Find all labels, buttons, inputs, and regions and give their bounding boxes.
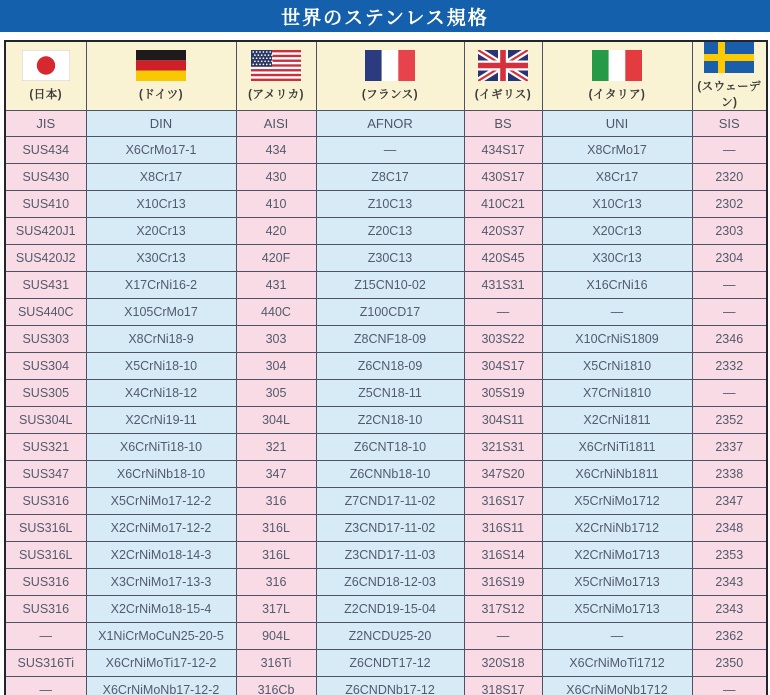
table-cell: Z6CNDNb17-12 [316, 677, 464, 695]
table-cell: 2320 [692, 164, 767, 191]
table-cell: X6CrNiNb1811 [542, 461, 692, 488]
table-cell: X2CrNi19-11 [86, 407, 236, 434]
table-cell: SUS420J1 [5, 218, 86, 245]
table-cell: SUS304L [5, 407, 86, 434]
flagbox [693, 42, 767, 110]
table-cell: 440C [236, 299, 316, 326]
table-cell: 2337 [692, 434, 767, 461]
table-cell: Z6CN18-09 [316, 353, 464, 380]
table-cell: SUS316 [5, 596, 86, 623]
table-cell: 303 [236, 326, 316, 353]
standards-header-row [5, 111, 767, 137]
table-cell: X2CrNiMo18-14-3 [86, 542, 236, 569]
table-row [5, 326, 767, 353]
table-cell: X5CrNiMo1713 [542, 596, 692, 623]
table-row [5, 353, 767, 380]
table-cell: Z8C17 [316, 164, 464, 191]
table-cell: 434S17 [464, 137, 542, 164]
standards-table [4, 40, 768, 695]
table-cell: X7CrNi1810 [542, 380, 692, 407]
table-cell: 305S19 [464, 380, 542, 407]
table-cell: X3CrNiMo17-13-3 [86, 569, 236, 596]
table-cell: X6CrNiMoNb1712 [542, 677, 692, 695]
table-cell: SUS316L [5, 542, 86, 569]
table-cell: SUS434 [5, 137, 86, 164]
table-cell: Z10C13 [316, 191, 464, 218]
table-cell: Z8CNF18-09 [316, 326, 464, 353]
table-cell: Z6CNDT17-12 [316, 650, 464, 677]
table-cell: SUS430 [5, 164, 86, 191]
table-cell: 431 [236, 272, 316, 299]
table-cell: SUS305 [5, 380, 86, 407]
flagbox [317, 50, 464, 102]
table-row [5, 677, 767, 695]
table-cell: SUS304 [5, 353, 86, 380]
table-cell: SUS316L [5, 515, 86, 542]
table-cell: X2CrNiMo17-12-2 [86, 515, 236, 542]
table-cell: X2CrNi1811 [542, 407, 692, 434]
table-cell: SUS420J2 [5, 245, 86, 272]
table-cell: X8CrNi18-9 [86, 326, 236, 353]
table-cell: 2304 [692, 245, 767, 272]
table-cell: 316 [236, 488, 316, 515]
table-cell: X6CrNiNb18-10 [86, 461, 236, 488]
table-cell: X10CrNiS1809 [542, 326, 692, 353]
standard-header-bs: BS [464, 111, 542, 137]
table-cell: — [464, 299, 542, 326]
table-cell: 2343 [692, 569, 767, 596]
table-cell: 904L [236, 623, 316, 650]
table-cell: — [316, 137, 464, 164]
table-cell: 2347 [692, 488, 767, 515]
country-header-japan [5, 41, 86, 111]
flag-uk-icon [478, 50, 528, 81]
table-cell: 430 [236, 164, 316, 191]
table-cell: 316Cb [236, 677, 316, 695]
table-cell: 317L [236, 596, 316, 623]
table-cell: 316S17 [464, 488, 542, 515]
table-cell: X6CrNiMoTi17-12-2 [86, 650, 236, 677]
table-row [5, 299, 767, 326]
table-cell: 316S11 [464, 515, 542, 542]
flagbox [6, 50, 86, 102]
table-cell: 304S11 [464, 407, 542, 434]
table-cell: 303S22 [464, 326, 542, 353]
table-cell: 2303 [692, 218, 767, 245]
table-cell: X8Cr17 [542, 164, 692, 191]
table-cell: SUS431 [5, 272, 86, 299]
flag-usa-icon [251, 50, 301, 81]
table-row [5, 272, 767, 299]
flagbox [237, 50, 316, 102]
flag-japan-icon [22, 50, 70, 81]
table-row [5, 218, 767, 245]
table-cell: 420F [236, 245, 316, 272]
table-cell: — [692, 272, 767, 299]
table-cell: X2CrNiMo18-15-4 [86, 596, 236, 623]
table-row [5, 623, 767, 650]
table-cell: Z7CND17-11-02 [316, 488, 464, 515]
table-cell: 420 [236, 218, 316, 245]
table-cell: Z20C13 [316, 218, 464, 245]
table-cell: X6CrNiMoNb17-12-2 [86, 677, 236, 695]
table-row [5, 488, 767, 515]
table-cell: X30Cr13 [86, 245, 236, 272]
table-cell: 434 [236, 137, 316, 164]
table-cell: 2352 [692, 407, 767, 434]
table-row [5, 569, 767, 596]
table-cell: X10Cr13 [86, 191, 236, 218]
table-row [5, 596, 767, 623]
table-cell: 347S20 [464, 461, 542, 488]
table-cell: 410 [236, 191, 316, 218]
country-header-uk [464, 41, 542, 111]
flag-sweden-icon [704, 42, 754, 73]
standard-header-din: DIN [86, 111, 236, 137]
table-cell: 317S12 [464, 596, 542, 623]
country-label: (ドイツ) [138, 89, 184, 101]
table-cell: SUS410 [5, 191, 86, 218]
table-row [5, 164, 767, 191]
flag-italy-icon [592, 50, 642, 81]
table-cell: Z2CN18-10 [316, 407, 464, 434]
page-title [0, 0, 770, 32]
page-title-text: 世界のステンレス規格 [281, 7, 489, 29]
flagbox [87, 50, 236, 102]
table-cell: X10Cr13 [542, 191, 692, 218]
table-cell: — [542, 299, 692, 326]
table-cell: 304 [236, 353, 316, 380]
table-cell: Z100CD17 [316, 299, 464, 326]
table-cell: X20Cr13 [542, 218, 692, 245]
table-cell: — [542, 623, 692, 650]
standard-header-jis: JIS [5, 111, 86, 137]
table-cell: SUS316 [5, 569, 86, 596]
table-cell: SUS303 [5, 326, 86, 353]
table-cell: 2346 [692, 326, 767, 353]
table-cell: Z2CND19-15-04 [316, 596, 464, 623]
table-row [5, 191, 767, 218]
table-cell: X6CrNiMoTi1712 [542, 650, 692, 677]
table-cell: 410C21 [464, 191, 542, 218]
country-label: (フランス) [361, 89, 419, 101]
table-cell: X2CrNiNb1712 [542, 515, 692, 542]
table-row [5, 515, 767, 542]
table-cell: 318S17 [464, 677, 542, 695]
table-cell: X6CrNiTi1811 [542, 434, 692, 461]
table-cell: 420S37 [464, 218, 542, 245]
table-cell: 316 [236, 569, 316, 596]
table-cell: 305 [236, 380, 316, 407]
flag-france-icon [365, 50, 415, 81]
table-cell: Z6CNNb18-10 [316, 461, 464, 488]
table-cell: X30Cr13 [542, 245, 692, 272]
table-cell: X8CrMo17 [542, 137, 692, 164]
table-cell: X5CrNiMo17-12-2 [86, 488, 236, 515]
country-header-usa [236, 41, 316, 111]
table-cell: X5CrNiMo1713 [542, 569, 692, 596]
table-cell: 347 [236, 461, 316, 488]
table-cell: — [5, 677, 86, 695]
country-header-sweden [692, 41, 767, 111]
table-cell: 321 [236, 434, 316, 461]
table-cell: Z3CND17-11-03 [316, 542, 464, 569]
table-cell: SUS316Ti [5, 650, 86, 677]
table-row [5, 650, 767, 677]
country-label: (日本) [29, 89, 63, 101]
flagbox [465, 50, 542, 102]
standard-header-aisi: AISI [236, 111, 316, 137]
table-row [5, 461, 767, 488]
table-cell: X4CrNi18-12 [86, 380, 236, 407]
table-cell: 320S18 [464, 650, 542, 677]
table-cell: X5CrNiMo1712 [542, 488, 692, 515]
table-cell: 431S31 [464, 272, 542, 299]
table-row [5, 407, 767, 434]
table-cell: 2353 [692, 542, 767, 569]
table-row [5, 434, 767, 461]
table-cell: 316S14 [464, 542, 542, 569]
table-cell: Z15CN10-02 [316, 272, 464, 299]
country-label: (イギリス) [474, 89, 532, 101]
table-cell: 2348 [692, 515, 767, 542]
table-cell: 2343 [692, 596, 767, 623]
table-cell: Z6CNT18-10 [316, 434, 464, 461]
table-cell: Z5CN18-11 [316, 380, 464, 407]
flagbox [543, 50, 692, 102]
table-cell: 316Ti [236, 650, 316, 677]
table-cell: X17CrNi16-2 [86, 272, 236, 299]
table-cell: 304S17 [464, 353, 542, 380]
table-cell: 2302 [692, 191, 767, 218]
table-cell: 430S17 [464, 164, 542, 191]
table-cell: SUS347 [5, 461, 86, 488]
table-cell: X5CrNi1810 [542, 353, 692, 380]
flag-germany-icon [136, 50, 186, 81]
table-cell: Z3CND17-11-02 [316, 515, 464, 542]
table-cell: SUS440C [5, 299, 86, 326]
table-cell: X6CrNiTi18-10 [86, 434, 236, 461]
table-cell: 304L [236, 407, 316, 434]
table-cell: X5CrNi18-10 [86, 353, 236, 380]
table-cell: 2338 [692, 461, 767, 488]
country-label: (スウェーデン) [697, 81, 762, 109]
table-row [5, 245, 767, 272]
table-cell: 420S45 [464, 245, 542, 272]
table-cell: X1NiCrMoCuN25-20-5 [86, 623, 236, 650]
table-cell: — [464, 623, 542, 650]
table-cell: — [5, 623, 86, 650]
table-cell: 2350 [692, 650, 767, 677]
table-cell: SUS316 [5, 488, 86, 515]
table-cell: 316L [236, 515, 316, 542]
table-cell: X16CrNi16 [542, 272, 692, 299]
country-label: (アメリカ) [248, 89, 304, 101]
table-cell: — [692, 299, 767, 326]
table-cell: 2362 [692, 623, 767, 650]
table-cell: Z2NCDU25-20 [316, 623, 464, 650]
table-cell: Z6CND18-12-03 [316, 569, 464, 596]
country-header-germany [86, 41, 236, 111]
table-row [5, 137, 767, 164]
standard-header-uni: UNI [542, 111, 692, 137]
table-cell: X105CrMo17 [86, 299, 236, 326]
standard-header-sis: SIS [692, 111, 767, 137]
table-row [5, 542, 767, 569]
table-cell: 316L [236, 542, 316, 569]
table-row [5, 380, 767, 407]
table-cell: 321S31 [464, 434, 542, 461]
table-cell: X20Cr13 [86, 218, 236, 245]
table-cell: — [692, 677, 767, 695]
table-cell: — [692, 137, 767, 164]
table-cell: X8Cr17 [86, 164, 236, 191]
table-cell: SUS321 [5, 434, 86, 461]
table-cell: X6CrMo17-1 [86, 137, 236, 164]
flag-header-row [5, 41, 767, 111]
table-cell: Z30C13 [316, 245, 464, 272]
table-cell: 2332 [692, 353, 767, 380]
country-header-italy [542, 41, 692, 111]
table-cell: — [692, 380, 767, 407]
country-label: (イタリア) [588, 89, 646, 101]
country-header-france [316, 41, 464, 111]
table-cell: 316S19 [464, 569, 542, 596]
standard-header-afnor: AFNOR [316, 111, 464, 137]
table-cell: X2CrNiMo1713 [542, 542, 692, 569]
